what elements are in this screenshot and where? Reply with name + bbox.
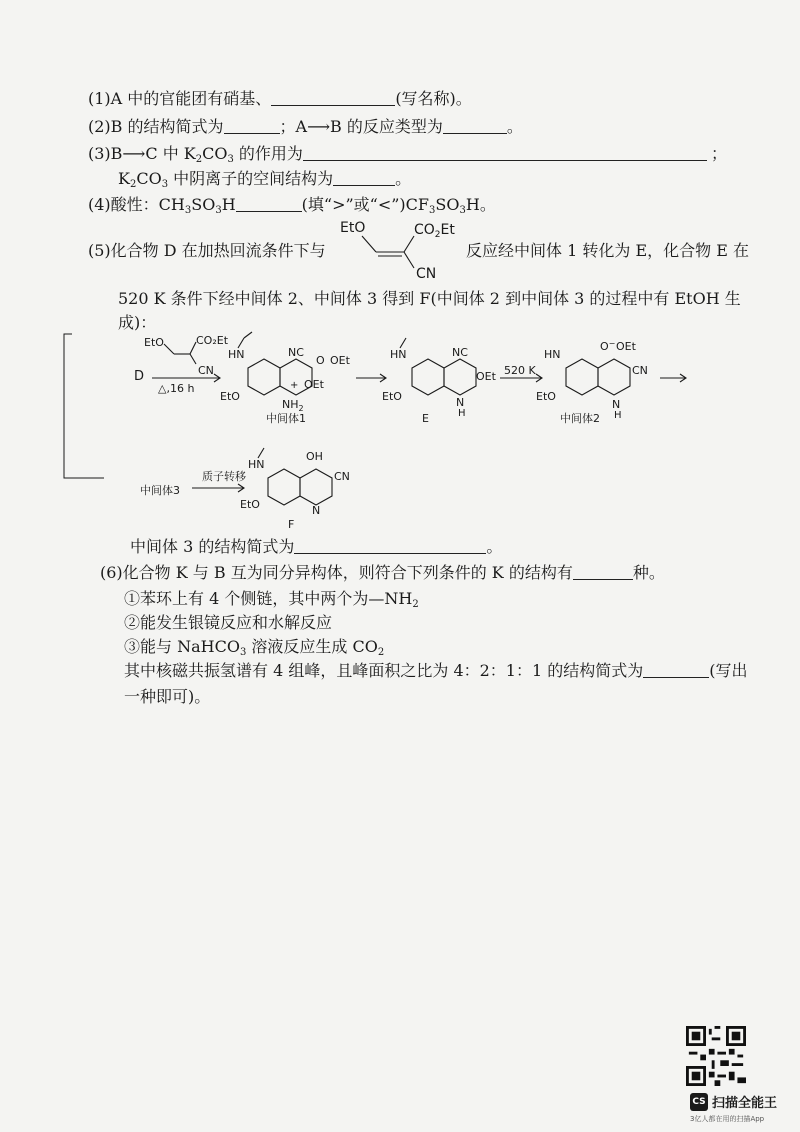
svg-text:中间体2: 中间体2 (560, 412, 600, 425)
svg-text:EtO: EtO (240, 498, 260, 511)
question-5-line3: 成)： (118, 313, 157, 332)
svg-text:质子转移: 质子转移 (202, 470, 246, 483)
question-6-line6: 一种即可)。 (124, 687, 211, 706)
scanner-app-brand: CS 扫描全能王 3亿人都在用的扫描App (690, 1092, 777, 1124)
question-4: (4)酸性：$CH_3SO_3H$ (填“>”或“$<”)CF_3SO_3H$。 (88, 195, 496, 216)
question-3-line2: $K_2CO_3$ 中阴离子的空间结构为 。 (118, 169, 412, 190)
reagent-structure (340, 218, 460, 280)
svg-text:520 K: 520 K (504, 364, 536, 377)
question-5-line1a: (5)化合物 D 在加热回流条件下与 (88, 241, 326, 260)
svg-text:CO2Et: $CO_2Et$ (414, 222, 455, 240)
svg-text:H: H (614, 410, 622, 421)
svg-text:N: N (456, 396, 465, 409)
svg-text:HN: HN (544, 348, 561, 361)
svg-text:中间体1: 中间体1 (266, 412, 306, 425)
svg-text:EtO: EtO (144, 336, 164, 349)
question-2: (2)B 的结构简式为 ；A⟶B 的反应类型为 。 (88, 117, 523, 136)
svg-text:HN: HN (228, 348, 245, 361)
question-1: (1)A 中的官能团有硝基、 (写名称)。 (88, 89, 472, 108)
svg-text:NH2: $NH_2$ (282, 398, 304, 413)
question-5-answer: 中间体 3 的结构简式为 。 (130, 537, 503, 556)
question-5-line2: 520 K 条件下经中间体 2、中间体 3 得到 F(中间体 2 到中间体 3 的过程中有 EtOH 生 (118, 289, 741, 308)
svg-text:O−: O− (600, 339, 616, 353)
question-5-line1b: 反应经中间体 1 转化为 E，化合物 E 在 (466, 241, 749, 260)
cs-logo-icon: CS (690, 1093, 708, 1111)
svg-text:N: N (612, 398, 621, 411)
answer-blank-3b[interactable] (333, 169, 395, 186)
svg-text:E: E (422, 412, 429, 425)
svg-text:△,16 h: △,16 h (158, 382, 195, 395)
svg-text:中间体3: 中间体3 (140, 484, 180, 497)
answer-blank-4[interactable] (236, 195, 302, 212)
svg-text:H: H (458, 408, 466, 419)
qr-code-icon (686, 1026, 746, 1086)
intermediate-1-structure (220, 332, 351, 425)
svg-text:OEt: OEt (476, 370, 496, 383)
arrow-icon: ⟶ (122, 144, 146, 163)
svg-text:EtO: EtO (536, 390, 556, 403)
question-6: (6)化合物 K 与 B 互为同分异构体，则符合下列条件的 K 的结构有 种。 (100, 563, 665, 582)
answer-blank-1[interactable] (271, 89, 395, 106)
compound-e-structure (382, 338, 497, 425)
svg-text:EtO: EtO (220, 390, 240, 403)
arrow-icon: ⟶ (307, 117, 331, 136)
svg-text:OEt: OEt (304, 378, 324, 391)
svg-text:F: F (288, 518, 295, 528)
answer-blank-3a[interactable] (303, 144, 707, 161)
answer-blank-2a[interactable] (224, 117, 280, 134)
svg-text:OH: OH (306, 450, 323, 463)
svg-text:+: + (290, 380, 299, 391)
svg-text:HN: HN (390, 348, 407, 361)
svg-text:HN: HN (248, 458, 265, 471)
svg-text:EtO: EtO (382, 390, 402, 403)
svg-text:N: N (312, 504, 321, 517)
svg-text:CN: CN (334, 470, 350, 483)
svg-text:O: O (316, 354, 325, 367)
condition-1: ①苯环上有 4 个侧链，其中两个为$—NH_2$ (124, 589, 419, 610)
svg-text:CN: CN (632, 364, 648, 377)
answer-blank-2b[interactable] (443, 117, 507, 134)
svg-text:NC: NC (452, 346, 468, 359)
condition-3: ③能与 NaHCO$_3$ 溶液反应生成 $CO_2$ (124, 637, 385, 658)
reaction-scheme (60, 328, 700, 528)
question-6-line5: 其中核磁共振氢谱有 4 组峰，且峰面积之比为 4：2：1：1 的结构简式为 (写出 (124, 661, 748, 680)
answer-blank-6b[interactable] (643, 661, 709, 678)
condition-2: ②能发生银镜反应和水解反应 (124, 613, 333, 632)
svg-text:CN: CN (416, 266, 437, 280)
question-3: (3)B⟶C 中 $K_2CO_3$ 的作用为 ； (88, 144, 727, 165)
svg-text:OEt: OEt (616, 340, 636, 353)
svg-text:NC: NC (288, 346, 304, 359)
svg-text:D: D (134, 369, 145, 384)
answer-blank-5[interactable] (294, 537, 486, 554)
svg-text:CN: CN (198, 364, 214, 377)
svg-text:OEt: OEt (330, 354, 350, 367)
compound-f-structure (240, 448, 350, 528)
svg-text:EtO: EtO (340, 220, 366, 236)
answer-blank-6a[interactable] (573, 563, 633, 580)
intermediate-2-structure (536, 339, 648, 425)
svg-text:CO₂Et: CO₂Et (196, 334, 229, 347)
